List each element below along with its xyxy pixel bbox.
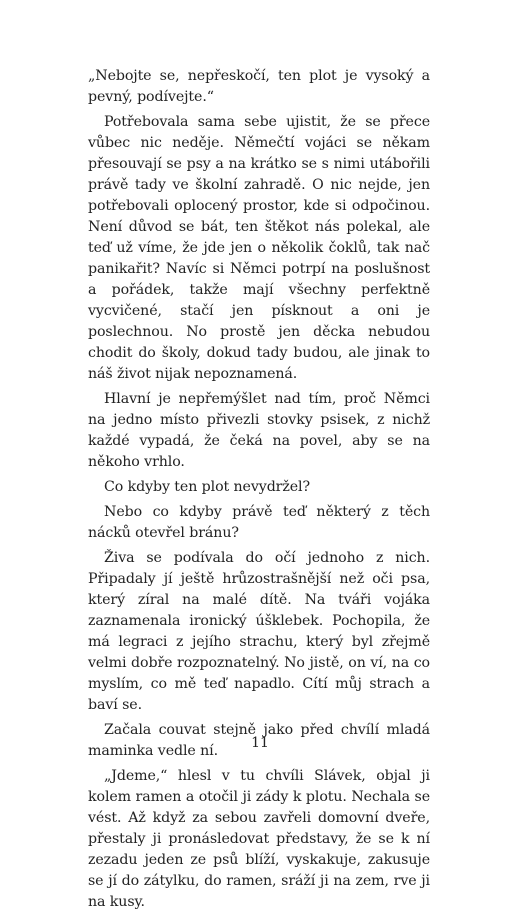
paragraph: Začala couvat stejně jako před chvílí mladá maminka vedle ní. [88, 722, 430, 759]
paragraph: Hlavní je nepřemýšlet nad tím, proč Němci na jedno místo přivezli stovky psisek, z nichž každé vypadá, že čeká na povel, aby se na někoho vrhlo. [88, 391, 430, 470]
paragraph: „Nebojte se, nepřeskočí, ten plot je vysoký a pevný, podívejte.“ [88, 68, 430, 105]
paragraph: Živa se podívala do očí jednoho z nich. Připadaly jí ještě hrůzostrašnější než oči psa, který zíral na malé dítě. Na tváři vojáka zaznamenala ironický úšklebek. Pochopila, že má legraci z jejího strachu, který byl zřejmě velmi dobře rozpoznatelný. No jistě, on ví, na co myslím, co mě teď napadlo. Cítí můj strach a baví se. [88, 550, 430, 713]
paragraph: Potřebovala sama sebe ujistit, že se přece vůbec nic neděje. Němečtí vojáci se někam přesouvají se psy a na krátko se s nimi utábořili právě tady ve školní zahradě. O nic nejde, jen potřebovali oplocený prostor, kde si odpočinou. Není důvod se bát, ten štěkot nás polekal, ale teď už víme, že jde jen o několik čoklů, tak nač panikařit? Navíc si Němci potrpí na poslušnost a pořádek, takže mají všechny perfektně vycvičené, stačí jen písknout a oni je poslechnou. No prostě jen děcka nebudou chodit do školy, dokud tady budou, ale jinak to náš život nijak nepoznamená. [88, 114, 430, 382]
paragraph: „Jdeme,“ hlesl v tu chvíli Slávek, objal ji kolem ramen a otočil ji zády k plotu. Nechala se vést. Až když za sebou zavřeli domovní dveře, přestaly ji pronásledovat představy, že se k ní zezadu jeden ze psů blíží, vyskakuje, zakusuje se jí do zátylku, do ramen, sráží ji na zem, rve ji na kusy. [88, 768, 430, 910]
page-number: 11 [251, 735, 269, 751]
paragraph: Nebo co kdyby právě teď některý z těch nácků otevřel bránu? [88, 504, 430, 541]
body-text [88, 66, 430, 917]
paragraph: Co kdyby ten plot nevydržel? [104, 479, 310, 495]
